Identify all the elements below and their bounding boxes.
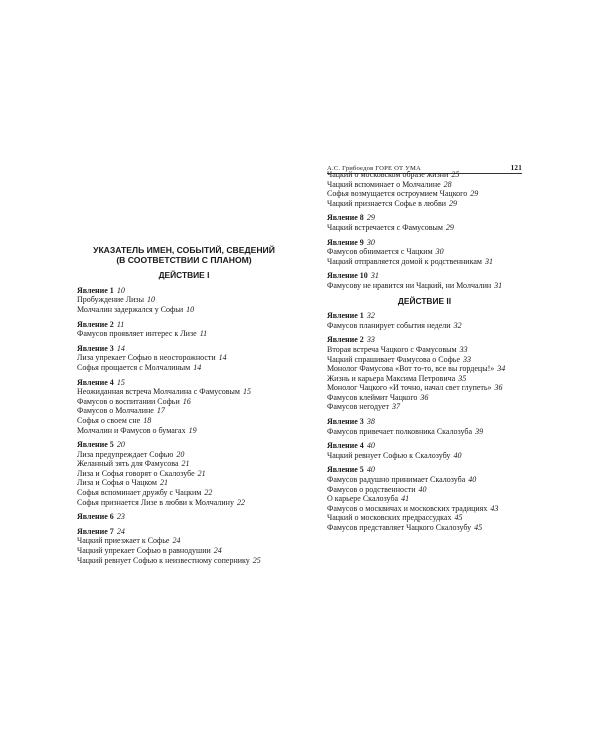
scene-heading [327,271,522,281]
scene-heading-text: Явление 8 [327,213,364,223]
scene-heading-text: Явление 5 [327,465,364,475]
entry-text: Чацкий спрашивает Фамусова о Софье [327,354,460,364]
index-entry [77,387,291,397]
entry-page: 30 [435,247,444,257]
scene-heading [327,335,522,345]
scene-page: 15 [116,377,125,387]
index-entry [327,485,522,495]
entry-page: 29 [449,198,458,208]
index-entry [327,427,522,437]
entry-text: Монолог Чацкого «И точно, начал свет глупеть» [327,383,492,393]
entry-text: Фамусов клеймит Чацкого [327,392,418,402]
scene-heading [77,286,291,296]
scene-heading [327,441,522,451]
entry-page: 21 [159,478,168,488]
index-entry [327,281,522,291]
entry-page: 10 [146,295,155,305]
entry-page: 34 [497,364,506,374]
index-title-line: (В СООТВЕТСТВИИ С ПЛАНОМ) [116,254,252,265]
entry-page: 14 [193,362,202,372]
scene-block [77,440,291,507]
index-entry [327,451,522,461]
entry-text: Чацкий признается Софье в любви [327,198,447,208]
entry-page: 33 [459,344,468,354]
scene-block [327,213,522,232]
scene-heading [77,440,291,450]
entry-page: 40 [468,475,477,485]
scene-heading [327,311,522,321]
index-entry [327,257,522,267]
entry-page: 21 [197,468,206,478]
scene-block [327,417,522,436]
entry-text: Лиза предупреждает Софью [77,449,174,459]
entry-text: Фамусов о воспитании Софьи [77,396,180,406]
scene-page: 40 [366,465,375,475]
entry-text: Фамусов планирует события недели [327,320,451,330]
entry-page: 25 [451,170,460,179]
index-title [77,246,291,265]
scene-heading-text: Явление 1 [77,285,114,295]
entry-page: 24 [213,546,222,556]
entry-text: Фамусов о Молчалине [77,406,154,416]
index-entry [77,469,291,479]
entry-text: Молчалин и Фамусов о бумагах [77,425,186,435]
scene-heading [77,320,291,330]
scene-block [77,286,291,315]
scene-heading [327,417,522,427]
scene-block [327,238,522,267]
act-title: ДЕЙСТВИЕ II [397,295,452,306]
scene-page: 31 [370,271,379,281]
index-entry [77,556,291,566]
entry-text: Лиза и Софья говорят о Скалозубе [77,468,195,478]
entry-text: Чацкий упрекает Софью в равнодушии [77,546,211,556]
scene-page: 32 [366,311,375,321]
entry-text: Фамусову не нравится ни Чацкий, ни Молчалин [327,280,492,290]
entry-text: Вторая встреча Чацкого с Фамусовым [327,344,457,354]
entry-text: Фамусов привечает полковника Скалозуба [327,426,473,436]
index-entry [77,295,291,305]
scene-heading-text: Явление 9 [327,237,364,247]
index-entry [77,406,291,416]
index-entry [327,513,522,523]
entry-text: Чацкий встречается с Фамусовым [327,222,443,232]
entry-text: Фамусов о родственности [327,484,416,494]
index-entry [327,383,522,393]
entry-page: 21 [181,459,190,469]
entry-page: 22 [236,497,245,507]
entry-text: Софья признается Лизе в любви к Молчалину [77,497,234,507]
scene-heading-text: Явление 6 [77,512,114,522]
entry-text: Неожиданная встреча Молчалина с Фамусовым [77,387,240,397]
entry-text: Молчалин задержался у Софьи [77,304,184,314]
entry-page: 10 [186,304,195,314]
index-entry [77,536,291,546]
entry-page: 40 [453,450,462,460]
entry-text: Чацкий отправляется домой к родственникам [327,256,482,266]
entry-page: 22 [204,488,213,498]
entry-page: 35 [458,373,467,383]
entry-text: Монолог Фамусова «Вот то-то, все вы гордецы!» [327,364,495,374]
index-entry [77,546,291,556]
entry-page: 28 [443,179,452,189]
scene-block [77,512,291,522]
entry-page: 36 [420,392,429,402]
scene-page: 11 [116,319,125,329]
index-entry [327,393,522,403]
entry-page: 31 [484,256,493,266]
index-entry [327,374,522,384]
page-number: 121 [510,164,522,172]
index-entry [77,353,291,363]
entry-text: Фамусов о москвичах и московских традициях [327,503,488,513]
scene-heading-text: Явление 3 [327,417,364,427]
scene-block [327,335,522,412]
index-entry [77,478,291,488]
entry-text: Чацкий о московских предрассудках [327,513,452,523]
entry-page: 15 [242,387,251,397]
scene-heading-text: Явление 4 [327,441,364,451]
scene-page: 33 [366,335,375,345]
entry-page: 39 [475,426,484,436]
scene-heading [327,213,522,223]
index-entry [327,247,522,257]
entry-text: Фамусов представляет Чацкого Скалозубу [327,523,472,532]
running-title: А.С. Грибоедов ГОРЕ ОТ УМА [327,165,421,172]
entry-text: Фамусов проявляет интерес к Лизе [77,329,197,339]
index-entry [327,475,522,485]
entry-page: 32 [453,320,462,330]
scene-page: 38 [366,417,375,427]
left-column [77,246,291,570]
scene-page: 23 [116,512,125,522]
entry-text: Чацкий приезжает к Софье [77,536,170,546]
scene-list [327,311,522,532]
entry-text: Софья о своем сне [77,415,141,425]
entry-page: 40 [418,484,427,494]
scene-list [327,213,522,290]
entry-page: 20 [176,449,185,459]
scene-block [77,378,291,436]
entry-page: 18 [143,415,152,425]
entry-page: 33 [463,354,471,364]
index-entry [77,397,291,407]
entry-text: Чацкий ревнует Софью к Скалозубу [327,450,451,460]
entry-text: Чацкий о московском образе жизни [327,170,449,179]
index-entry [77,488,291,498]
index-title-line: УКАЗАТЕЛЬ ИМЕН, СОБЫТИЙ, СВЕДЕНИЙ [93,245,275,255]
index-entry [77,305,291,315]
index-entry [327,321,522,331]
entry-page: 37 [391,402,400,412]
scene-heading-text: Явление 1 [327,311,364,321]
scene-block [77,344,291,373]
entry-page: 25 [252,555,261,565]
index-entry [327,402,522,412]
entry-page: 45 [474,523,483,532]
index-entry [327,504,522,514]
scene-page: 24 [116,526,125,536]
entry-page: 16 [182,396,191,406]
entry-page: 29 [470,189,479,199]
entry-page: 43 [490,503,499,513]
act-title: ДЕЙСТВИЕ I [158,270,210,281]
index-entry [327,189,522,199]
entry-text: Софья возмущается остроумием Чацкого [327,189,468,199]
entry-page: 45 [454,513,463,523]
entry-page: 19 [188,425,197,435]
scene-heading [77,344,291,354]
entry-page: 11 [199,329,208,339]
scene-heading-text: Явление 2 [77,319,114,329]
scene-heading [77,378,291,388]
scene-block [327,441,522,460]
entry-page: 17 [156,406,165,416]
entry-text: Фамусов негодует [327,402,389,412]
entry-text: Пробуждение Лизы [77,295,144,305]
scene-block [327,271,522,290]
entry-text: Лиза упрекает Софью в неосторожности [77,353,216,363]
index-entry [327,170,522,180]
index-entry [77,459,291,469]
index-entry [327,180,522,190]
index-entry [77,416,291,426]
index-entry [77,450,291,460]
index-entry [327,494,522,504]
index-entry [77,363,291,373]
entry-page: 41 [401,494,410,504]
scene-heading-text: Явление 3 [77,343,114,353]
scene-heading [327,238,522,248]
scene-heading [327,465,522,475]
index-entry [77,329,291,339]
scene-heading-text: Явление 10 [327,271,368,281]
index-entry [327,223,522,233]
scene-heading-text: Явление 7 [77,526,114,536]
entry-page: 24 [172,536,181,546]
scene-heading-text: Явление 4 [77,377,114,387]
scene-page: 40 [366,441,375,451]
scene-block [77,527,291,565]
entry-text: Желанный зять для Фамусова [77,459,179,469]
entry-text: Жизнь и карьера Максима Петровича [327,373,456,383]
entry-text: Фамусов обнимается с Чацким [327,247,433,257]
scene-page: 29 [366,213,375,223]
index-entry [327,199,522,209]
entry-text: О карьере Скалозуба [327,494,399,504]
entry-page: 14 [218,353,227,363]
scene-heading-text: Явление 2 [327,335,364,345]
scene-heading-text: Явление 5 [77,440,114,450]
scene-page: 14 [116,343,125,353]
continued-entries [327,170,522,208]
scene-block [327,311,522,330]
entry-page: 29 [445,222,454,232]
entry-text: Чацкий ревнует Софью к неизвестному сопернику [77,555,250,565]
right-column [327,170,522,538]
index-entry [327,345,522,355]
index-entry [327,364,522,374]
index-entry [77,498,291,508]
entry-text: Лиза и Софья о Чацком [77,478,157,488]
index-entry [327,355,522,365]
entry-text: Софья прощается с Молчалиным [77,362,191,372]
entry-text: Софья вспоминает дружбу с Чацким [77,488,202,498]
entry-page: 36 [494,383,503,393]
scene-list [77,286,291,565]
scene-heading [77,527,291,537]
entry-text: Чацкий вспоминает о Молчалине [327,179,441,189]
scene-block [77,320,291,339]
scene-page: 20 [116,440,125,450]
scene-page: 30 [366,237,375,247]
scene-block [327,465,522,532]
scene-heading [77,512,291,522]
index-entry [327,523,522,533]
scene-page: 10 [116,285,125,295]
entry-text: Фамусов радушно принимает Скалозуба [327,475,466,485]
index-entry [77,426,291,436]
entry-page: 31 [494,280,503,290]
